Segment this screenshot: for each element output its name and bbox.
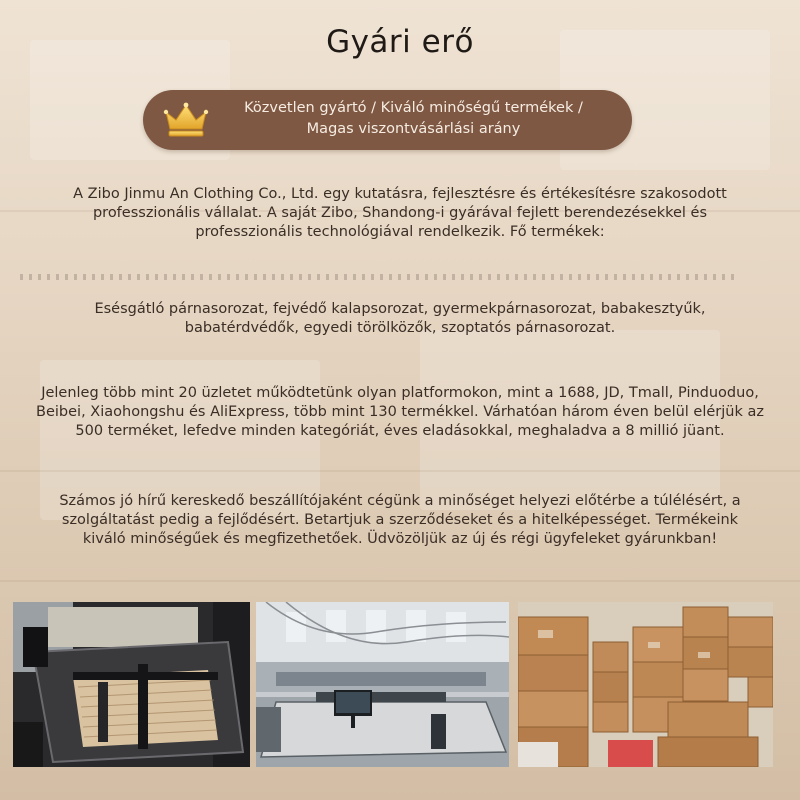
paragraph-line: 500 terméket, lefedve minden kategóriát, éves eladásokkal, meghaladva a 8 millió jüant. bbox=[75, 423, 725, 439]
crown-icon bbox=[163, 102, 209, 138]
paragraph-line: babatérdvédők, egyedi törölközők, szoptatós párnasorozat. bbox=[184, 320, 616, 336]
paragraph-line: szolgáltatást pedig a fejlődésért. Betartjuk a szerződéseket és a hitelképességet. Termékeink bbox=[61, 512, 739, 528]
paragraph-line: kiváló minőségűek és megfizethetőek. Üdvözöljük az új és régi ügyfeleket gyárunkban! bbox=[82, 531, 718, 547]
intro-paragraph bbox=[16, 185, 784, 242]
feature-banner bbox=[143, 90, 632, 150]
platforms-paragraph bbox=[16, 384, 784, 441]
paragraph-line: Jelenleg több mint 20 üzletet működtetünk olyan platformokon, mint a 1688, JD, Tmall, Pinduoduo, bbox=[41, 385, 759, 401]
products-paragraph bbox=[16, 300, 784, 338]
banner-line-1: Közvetlen gyártó / Kiváló minőségű termékek / bbox=[244, 100, 583, 116]
factory-floor-photo bbox=[256, 602, 509, 767]
paragraph-line: Beibei, Xiaohongshu és AliExpress, több mint 130 termékkel. Várhatóan három éven belül elérjük az bbox=[36, 404, 764, 420]
welcome-paragraph bbox=[16, 492, 784, 549]
warehouse-boxes-photo bbox=[518, 602, 773, 767]
banner-text bbox=[213, 98, 614, 140]
paragraph-line: A Zibo Jinmu An Clothing Co., Ltd. egy kutatásra, fejlesztésre és értékesítésre szakosodott bbox=[73, 186, 727, 202]
paragraph-line: professzionális vállalat. A saját Zibo, Shandong-i gyárával fejlett berendezésekkel és bbox=[92, 205, 708, 221]
paragraph-line: professzionális technológiával rendelkezik. Fő termékek: bbox=[195, 224, 605, 240]
page-title: Gyári erő bbox=[326, 24, 474, 60]
laser-cutting-machine-photo bbox=[13, 602, 250, 767]
banner-line-2: Magas viszontvásárlási arány bbox=[306, 121, 521, 137]
faded-text-row bbox=[20, 274, 740, 280]
factory-photos bbox=[13, 602, 773, 767]
paragraph-line: Esésgátló párnasorozat, fejvédő kalapsorozat, gyermekpárnasorozat, babakesztyűk, bbox=[94, 301, 706, 317]
paragraph-line: Számos jó hírű kereskedő beszállítójaként cégünk a minőséget helyezi előtérbe a túlélésért, a bbox=[59, 493, 741, 509]
